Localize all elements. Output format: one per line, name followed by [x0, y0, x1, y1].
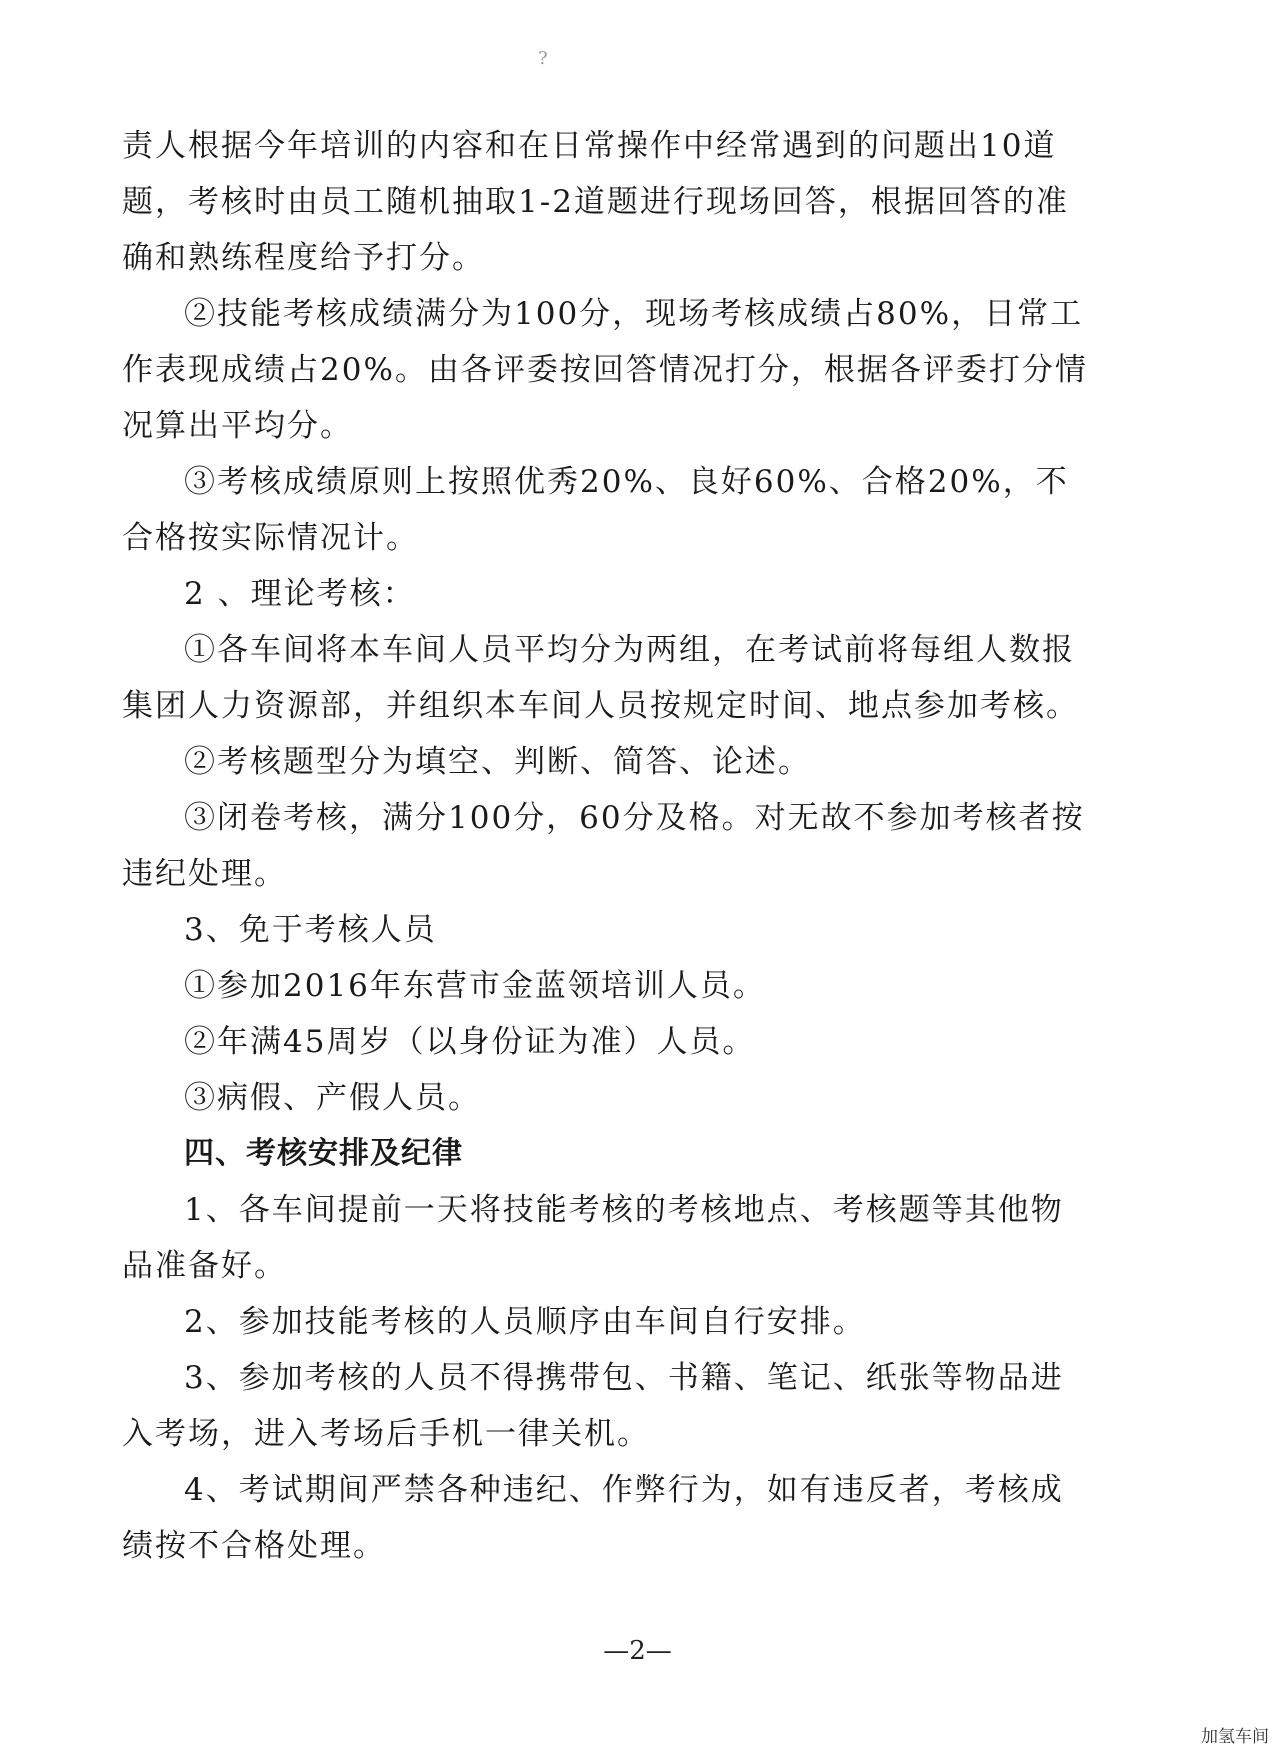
paragraph-exempt-training: ①参加2016年东营市金蓝领培训人员。	[184, 968, 766, 1004]
subheading-exempt-personnel: 3、免于考核人员	[184, 912, 437, 948]
paragraph-preparation: 1、各车间提前一天将技能考核的考核地点、考核题等其他物品准备好。	[122, 1192, 1064, 1284]
paragraph-exam-questions: 责人根据今年培训的内容和在日常操作中经常遇到的问题出10道题，考核时由员工随机抽取1-2道题进行现场回答，根据回答的准确和熟练程度给予打分。	[122, 128, 1069, 276]
page-number: —2—	[603, 1636, 672, 1666]
paragraph-question-types: ②考核题型分为填空、判断、简答、论述。	[184, 744, 811, 780]
paragraph-skill-score: ②技能考核成绩满分为100分，现场考核成绩占80%，日常工作表现成绩占20%。由各评委按回答情况打分，根据各评委打分情况算出平均分。	[122, 296, 1088, 444]
paragraph-closed-book: ③闭卷考核，满分100分，60分及格。对无故不参加考核者按违纪处理。	[122, 800, 1085, 892]
subheading-theory-exam: 2 、理论考核：	[184, 576, 416, 612]
paragraph-exempt-age: ②年满45周岁（以身份证为准）人员。	[184, 1024, 756, 1060]
paragraph-prohibited-items: 3、参加考核的人员不得携带包、书籍、笔记、纸张等物品进入考场，进入考场后手机一律关机。	[122, 1360, 1064, 1452]
paragraph-exempt-leave: ③病假、产假人员。	[184, 1080, 481, 1116]
section-heading-arrangement: 四、考核安排及纪律	[184, 1136, 463, 1171]
paragraph-theory-groups: ①各车间将本车间人员平均分为两组，在考试前将每组人数报集团人力资源部，并组织本车间人员按规定时间、地点参加考核。	[122, 632, 1079, 724]
watermark-label: 加氢车间	[1201, 1727, 1269, 1747]
paragraph-discipline: 4、考试期间严禁各种违纪、作弊行为，如有违反者，考核成绩按不合格处理。	[122, 1472, 1064, 1564]
paragraph-order: 2、参加技能考核的人员顺序由车间自行安排。	[184, 1304, 866, 1340]
paragraph-grade-distribution: ③考核成绩原则上按照优秀20%、良好60%、合格20%，不合格按实际情况计。	[122, 464, 1069, 556]
document-body	[122, 118, 1092, 1574]
scan-mark: ?	[538, 48, 548, 69]
